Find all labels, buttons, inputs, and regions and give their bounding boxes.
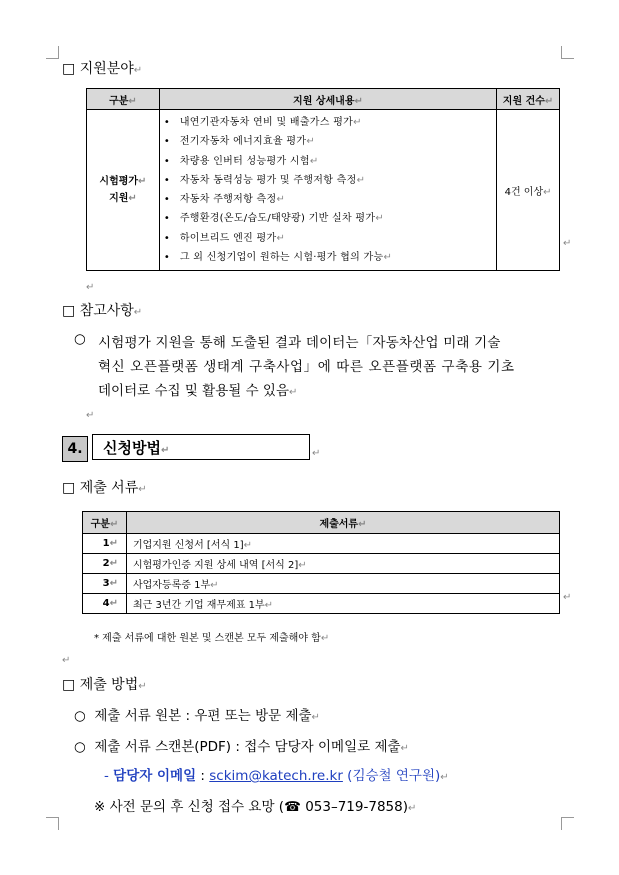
list-item: • 내연기관자동차 연비 및 배출가스 평가↵ [164,113,496,132]
paragraph-mark: ↵ [62,655,71,666]
row-number: 2↵ [83,554,127,574]
documents-note: * 제출 서류에 대한 원본 및 스캔본 모두 제출해야 함↵ [94,633,330,644]
list-item: • 전기자동차 에너지효율 평가↵ [164,132,496,151]
header-cell: 지원 건수↵ [497,89,560,110]
paragraph-mark: ↵ [86,410,95,421]
contact-label: 담당자 이메일 [113,768,197,784]
category-cell: 시험평가↵ 지원↵ [87,110,160,271]
page-corner-mark [46,817,59,830]
header-cell: 지원 상세내용↵ [159,89,496,110]
row-text: 최근 3년간 기업 재무제표 1부↵ [126,594,559,614]
detail-cell [159,110,496,271]
section-heading-support: □ 지원분야↵ [62,61,143,77]
inquiry-line: ※ 사전 문의 후 신청 접수 요망 (☎ 053–719-7858)↵ [94,799,417,815]
list-item: • 하이브리드 엔진 평가↵ [164,229,496,248]
paragraph-mark: ↵ [86,282,95,293]
table-header-row [83,512,560,534]
contact-email-link[interactable]: sckim@katech.re.kr [209,768,343,784]
row-number: 1↵ [83,534,127,554]
reference-bullet: ○ [74,331,86,347]
table-row [83,534,560,554]
header-cell: 제출서류↵ [126,512,559,534]
phone-icon: ☎ [284,799,301,815]
count-cell: 4건 이상↵ [497,110,560,271]
reference-line: 시험평가 지원을 통해 도출된 결과 데이터는「자동차산업 미래 기술 [98,335,501,351]
list-item: • 자동차 주행저항 측정↵ [164,190,496,209]
section-heading-documents: □ 제출 서류↵ [62,480,147,496]
reference-line: 데이터로 수집 및 활용될 수 있음↵ [98,383,298,399]
section-title: 신청방법↵ [92,434,310,460]
section-number: 4. [62,436,88,462]
section-heading-reference: □ 참고사항↵ [62,303,143,319]
row-text: 사업자등록증 1부↵ [126,574,559,594]
paragraph-mark: ↵ [563,592,572,603]
page-corner-mark [46,46,59,59]
support-table [86,88,560,271]
table-row [87,110,560,271]
page-corner-mark [561,817,574,830]
method-original: ○ 제출 서류 원본 : 우편 또는 방문 제출↵ [74,708,320,724]
list-item: • 차량용 인버터 성능평가 시험↵ [164,152,496,171]
row-number: 3↵ [83,574,127,594]
row-number: 4↵ [83,594,127,614]
row-text: 시험평가인증 지원 상세 내역 [서식 2]↵ [126,554,559,574]
contact-line: - 담당자 이메일 : sckim@katech.re.kr (김승철 연구원)↵ [104,768,449,784]
table-row [83,554,560,574]
list-item: • 그 외 신청기업이 원하는 시험·평가 협의 가능↵ [164,248,496,267]
list-item: • 자동차 동력성능 평가 및 주행저항 측정↵ [164,171,496,190]
paragraph-mark: ↵ [312,448,321,459]
list-item: • 주행환경(온도/습도/태양광) 기반 실차 평가↵ [164,209,496,228]
method-scan: ○ 제출 서류 스캔본(PDF) : 접수 담당자 이메일로 제출↵ [74,739,409,755]
detail-list [160,110,496,270]
documents-table [82,511,560,614]
header-cell: 구분↵ [87,89,160,110]
page-corner-mark [561,46,574,59]
table-row [83,574,560,594]
header-cell: 구분↵ [83,512,127,534]
table-row [83,594,560,614]
table-header-row [87,89,560,110]
section-heading-method: □ 제출 방법↵ [62,677,147,693]
reference-line: 혁신 오픈플랫폼 생태계 구축사업」에 따른 오픈플랫폼 구축용 기초 [98,359,515,375]
paragraph-mark: ↵ [563,238,572,249]
row-text: 기업지원 신청서 [서식 1]↵ [126,534,559,554]
